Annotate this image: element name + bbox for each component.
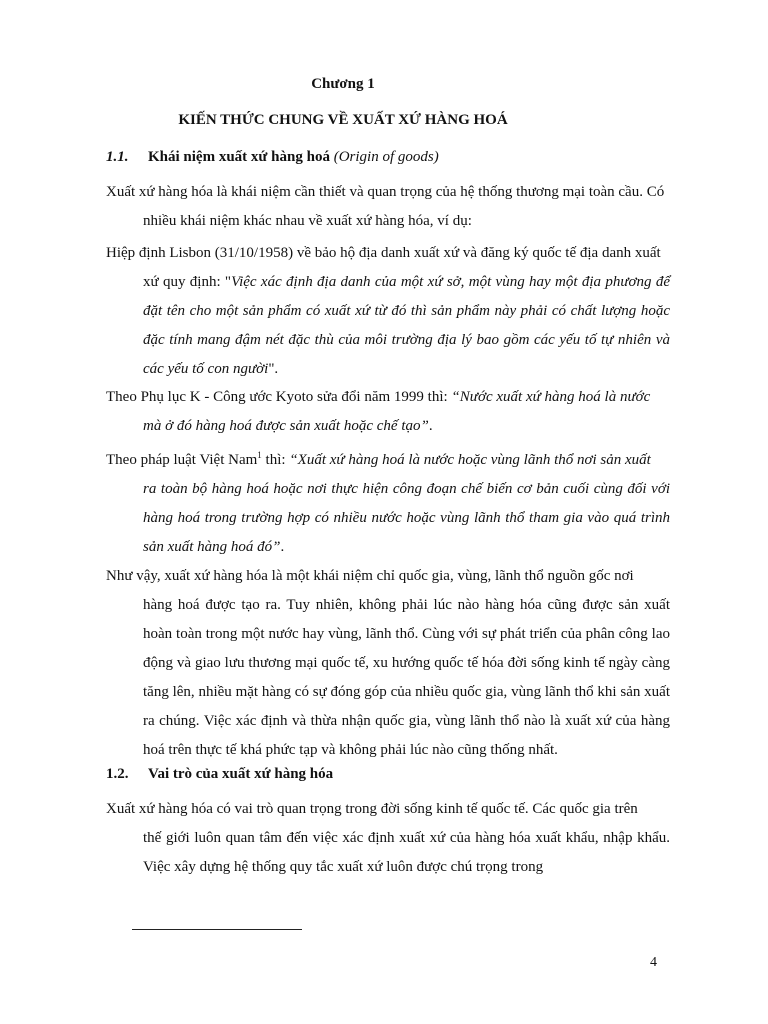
quote-italic: mà ở đó hàng hoá được sản xuất hoặc chế tạo” <box>143 418 429 434</box>
text-plain: ". <box>268 361 279 377</box>
paragraph-continuation <box>106 475 670 562</box>
paragraph-first-line: Xuất xứ hàng hóa có vai trò quan trọng trong đời sống kinh tế quốc tế. Các quốc gia trên <box>106 801 638 817</box>
quote-italic: ra toàn bộ hàng hoá hoặc nơi thực hiện công đoạn chế biến cơ bản cuối cùng đối với hàng hoá trong trường hợp có nhiều nước hoặc vùng lãnh thổ tham gia vào quá trình sản xuất hàng hoá đó” <box>143 481 670 555</box>
section-subtitle: (Origin of goods) <box>333 149 439 165</box>
text-plain: thì: <box>261 452 290 468</box>
page-number: 4 <box>650 955 657 970</box>
paragraph-vietnam-law <box>106 446 670 562</box>
text-plain: Theo Phụ lục K - Công ước Kyoto sửa đổi năm 1999 thì: <box>106 389 452 405</box>
paragraph-continuation: thế giới luôn quan tâm đến việc xác định xuất xứ của hàng hóa xuất khẩu, nhập khẩu. Việc xây dựng hệ thống quy tắc xuất xứ luôn được chú trọng trong <box>143 830 670 875</box>
paragraph-first-line: Hiệp định Lisbon (31/10/1958) về bảo hộ địa danh xuất xứ và đăng ký quốc tế địa danh xuất <box>106 245 661 261</box>
paragraph-continuation: hàng hoá được tạo ra. Tuy nhiên, không phải lúc nào hàng hóa cũng được sản xuất hoàn toàn trong một nước hay vùng, lãnh thổ. Cùng với sự phát triển của phân công lao động và giao lưu thương mại quốc tế, xu hướng quốc tế hóa đời sống kinh tế ngày càng tăng lên, nhiều mặt hàng có sự đóng góp của nhiều quốc gia, vùng lãnh thổ khi sản xuất ra chúng. Việc xác định và thừa nhận quốc gia, vùng lãnh thổ nào là xuất xứ của hàng hoá trên thực tế khá phức tạp và không phải lúc nào cũng thống nhất. <box>143 597 670 758</box>
chapter-label: Chương 1 <box>311 76 375 92</box>
paragraph-continuation <box>106 412 670 441</box>
chapter-title: KIẾN THỨC CHUNG VỀ XUẤT XỨ HÀNG HOÁ <box>178 112 508 128</box>
paragraph-first-line <box>106 383 670 412</box>
section-number: 1.2. <box>106 766 129 782</box>
quote-italic: “Nước xuất xứ hàng hoá là nước <box>451 389 651 405</box>
section-title: Vai trò của xuất xứ hàng hóa <box>148 766 334 782</box>
text-plain: . <box>428 418 433 434</box>
text-plain: . <box>280 539 285 555</box>
paragraph-role <box>106 795 670 882</box>
section-heading-1-2 <box>106 766 333 783</box>
paragraph-summary <box>106 562 670 765</box>
footnote-marker: 1 <box>257 450 262 460</box>
paragraph-continuation <box>106 268 670 384</box>
section-title: Khái niệm xuất xứ hàng hoá <box>148 149 330 165</box>
text-plain: Theo pháp luật Việt Nam <box>106 452 258 468</box>
paragraph-first-line: Như vậy, xuất xứ hàng hóa là một khái niệm chỉ quốc gia, vùng, lãnh thổ nguồn gốc nơi <box>106 568 634 584</box>
paragraph-continuation: nhiều khái niệm khác nhau về xuất xứ hàng hóa, ví dụ: <box>143 213 472 229</box>
paragraph-first-line: Xuất xứ hàng hóa là khái niệm cần thiết và quan trọng của hệ thống thương mại toàn cầu. Có <box>106 184 665 200</box>
quote-italic: Việc xác định địa danh của một xứ sở, một vùng hay một địa phương để đặt tên cho một sản phẩm có xuất xứ từ đó thì sản phẩm này phải có chất lượng hoặc đặc tính mang đậm nét đặc thù của môi trường địa lý bao gồm các yếu tố tự nhiên và các yếu tố con người <box>143 274 670 377</box>
paragraph-kyoto <box>106 383 670 441</box>
text-plain: xứ quy định: " <box>143 274 232 290</box>
paragraph-lisbon <box>106 239 670 384</box>
section-heading-1-1 <box>106 149 439 166</box>
paragraph-first-line <box>106 446 670 475</box>
paragraph-origin-intro <box>106 178 670 236</box>
footnote-separator <box>132 929 302 930</box>
quote-italic: “Xuất xứ hàng hoá là nước hoặc vùng lãnh thổ nơi sản xuất <box>289 452 651 468</box>
section-number: 1.1. <box>106 149 129 165</box>
